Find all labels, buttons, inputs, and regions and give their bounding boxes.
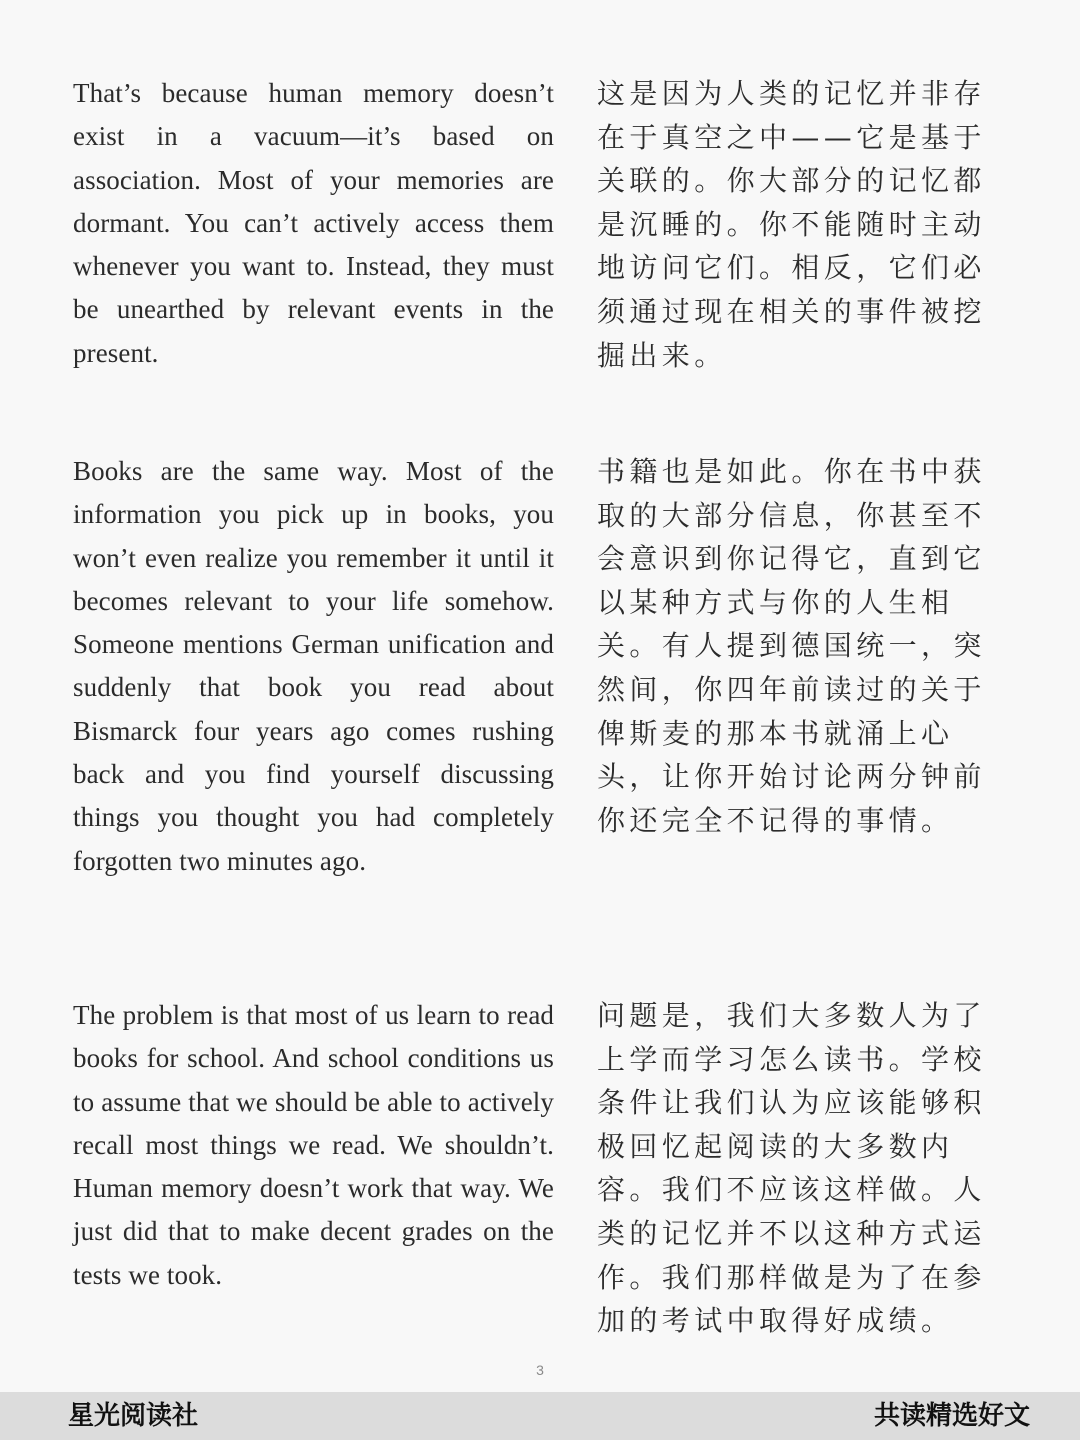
page-number: 3	[536, 1362, 544, 1378]
footer-brand-left: 星光阅读社	[68, 1401, 199, 1431]
paragraph-pair-3	[73, 994, 1007, 1343]
footer-slogan-right: 共读精选好文	[873, 1401, 1030, 1431]
english-paragraph-2: Books are the same way. Most of the information you pick up in books, you won’t even realize you remember it until it becomes relevant to your life somehow. Someone mentions German unification and suddenly that book you read about Bismarck four years ago comes rushing back and you find yourself discussing things you thought you had completely forgotten two minutes ago.	[73, 456, 554, 876]
chinese-paragraph-2: 书籍也是如此。你在书中获取的大部分信息，你甚至不会意识到你记得它，直到它以某种方式与你的人生相关。有人提到德国统一，突然间，你四年前读过的关于俾斯麦的那本书就涌上心头，让你开始讨论两分钟前你还完全不记得的事情。	[597, 455, 986, 837]
paragraph-pair-1	[73, 72, 1007, 377]
chinese-paragraph-1: 这是因为人类的记忆并非存在于真空之中——它是基于关联的。你大部分的记忆都是沉睡的。你不能随时主动地访问它们。相反，它们必须通过现在相关的事件被挖掘出来。	[597, 77, 986, 372]
footer-bar	[0, 1392, 1080, 1440]
english-paragraph-3: The problem is that most of us learn to read books for school. And school conditions us to assume that we should be able to actively recall most things we read. We shouldn’t. Human memory doesn’t work that way. We just did that to make decent grades on the tests we took.	[73, 1000, 554, 1290]
chinese-paragraph-3: 问题是，我们大多数人为了上学而学习怎么读书。学校条件让我们认为应该能够积极回忆起阅读的大多数内容。我们不应该这样做。人类的记忆并不以这种方式运作。我们那样做是为了在参加的考试中取得好成绩。	[597, 999, 986, 1338]
paragraph-pair-2	[73, 450, 1007, 883]
english-paragraph-1: That’s because human memory doesn’t exist in a vacuum—it’s based on association. Most of your memories are dormant. You can’t actively access them whenever you want to. Instead, they must be unearthed by relevant events in the present.	[73, 78, 554, 368]
